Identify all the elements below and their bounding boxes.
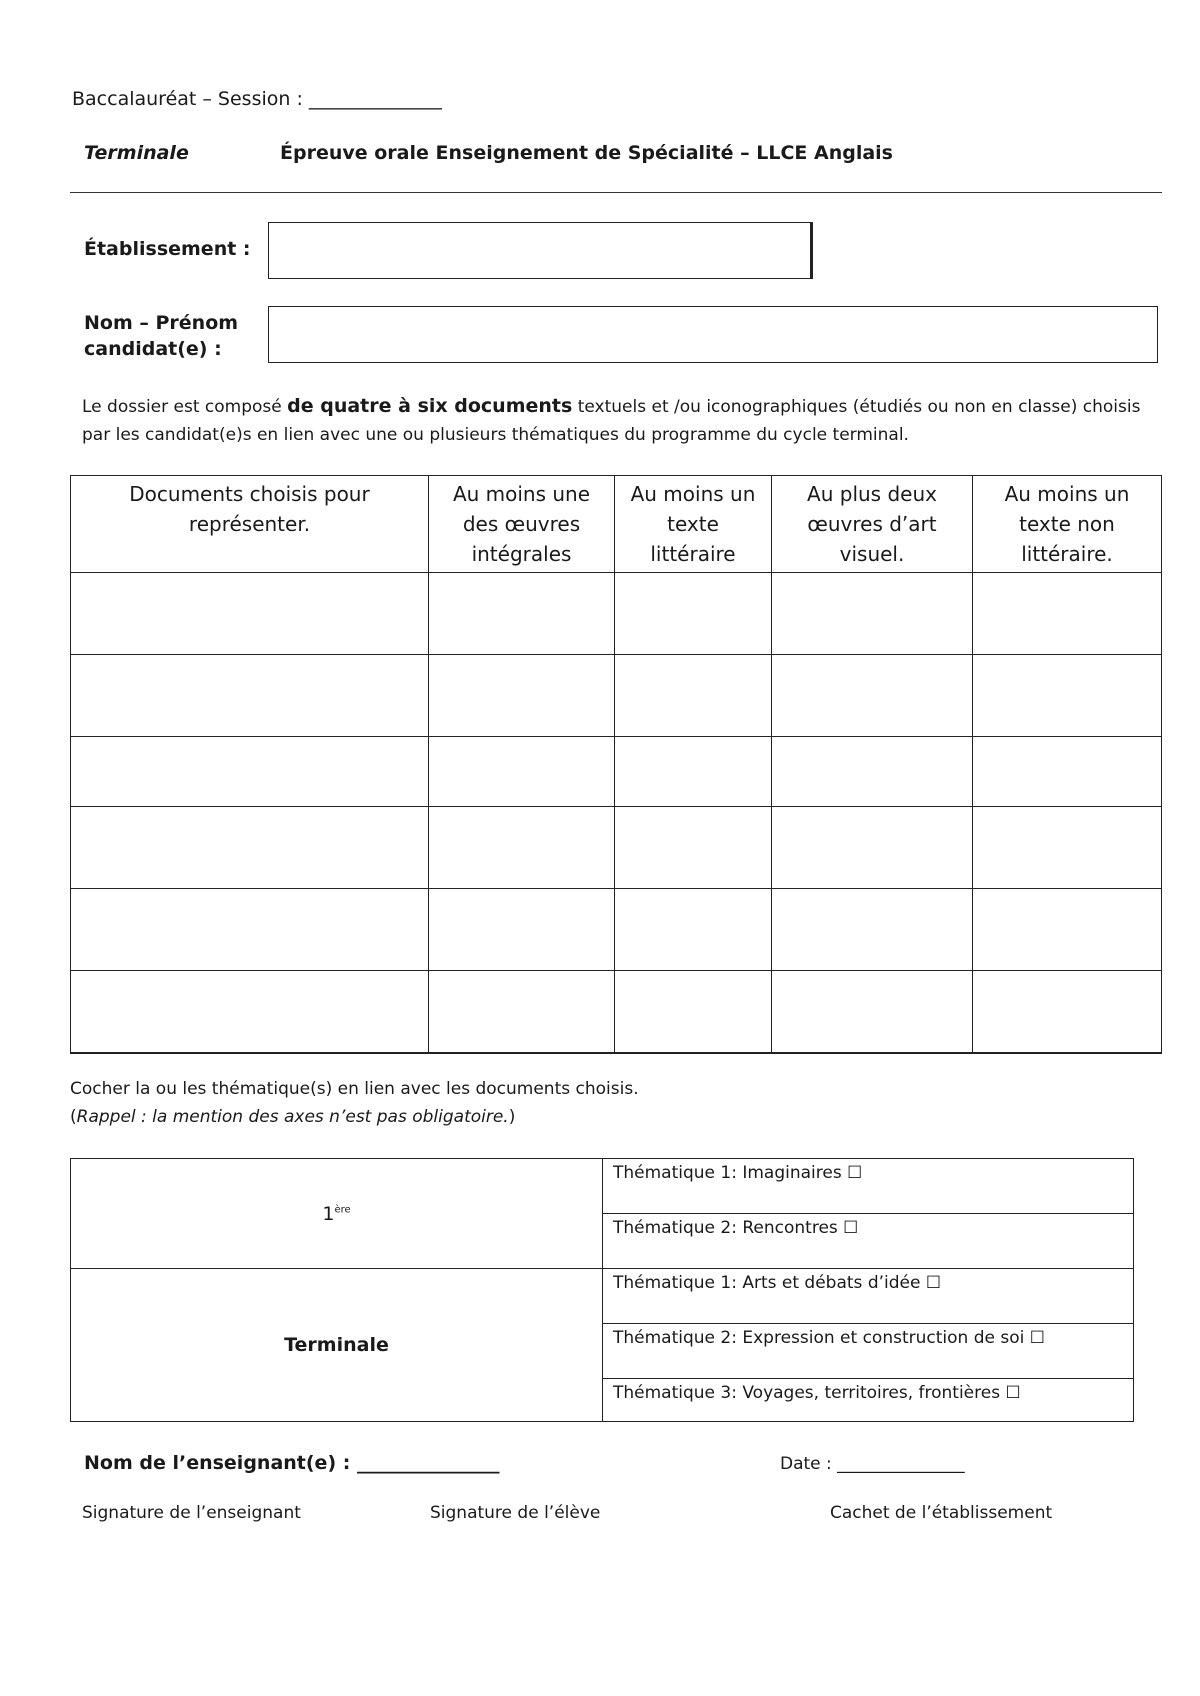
col-header-integral-works-l2: des œuvres xyxy=(462,512,581,536)
col-header-literary-text-l1: Au moins un xyxy=(630,482,756,506)
table-cell[interactable] xyxy=(772,737,973,807)
table-cell[interactable] xyxy=(615,737,772,807)
col-header-documents xyxy=(71,476,429,573)
table-cell[interactable] xyxy=(973,807,1162,889)
intro-text-end: textuels et /ou iconographiques (étudiés ou non en classe) choisis xyxy=(572,397,1141,417)
reminder-open: ( xyxy=(70,1107,77,1127)
table-cell[interactable] xyxy=(772,889,973,971)
table-row xyxy=(71,971,1162,1053)
table-cell[interactable] xyxy=(973,889,1162,971)
reminder-close: ) xyxy=(508,1107,516,1127)
intro-paragraph xyxy=(82,392,1162,449)
col-header-integral-works-l1: Au moins une xyxy=(452,482,591,506)
table-cell[interactable] xyxy=(973,971,1162,1053)
teacher-signature-label: Signature de l’enseignant xyxy=(82,1503,301,1523)
theme-option-premiere-2[interactable]: Thématique 2: Rencontres ☐ xyxy=(603,1214,1134,1269)
table-cell[interactable] xyxy=(615,655,772,737)
terminale-level-cell: Terminale xyxy=(71,1269,603,1422)
themes-table xyxy=(70,1158,1134,1422)
teacher-name-line: Nom de l’enseignant(e) : _______________ xyxy=(84,1452,500,1474)
theme-option-terminale-3[interactable]: Thématique 3: Voyages, territoires, frontières ☐ xyxy=(603,1379,1134,1422)
theme-option-terminale-1[interactable]: Thématique 1: Arts et débats d’idée ☐ xyxy=(603,1269,1134,1324)
table-cell[interactable] xyxy=(429,889,615,971)
student-signature-label: Signature de l’élève xyxy=(430,1503,601,1523)
col-header-literary-text xyxy=(615,476,772,573)
premiere-sup: ère xyxy=(334,1204,351,1216)
candidate-name-label-line1: Nom – Prénom xyxy=(84,312,239,334)
table-cell[interactable] xyxy=(429,971,615,1053)
theme-instructions-line2 xyxy=(70,1103,639,1131)
col-header-literary-text-l2: texte xyxy=(667,512,719,536)
theme-instructions-line1: Cocher la ou les thématique(s) en lien avec les documents choisis. xyxy=(70,1079,639,1099)
table-cell[interactable] xyxy=(71,655,429,737)
col-header-visual-art-l3: visuel. xyxy=(839,542,905,566)
theme-instructions xyxy=(70,1075,639,1131)
table-cell[interactable] xyxy=(772,971,973,1053)
table-row xyxy=(71,573,1162,655)
table-cell[interactable] xyxy=(973,737,1162,807)
session-line: Baccalauréat – Session : ______________ xyxy=(72,88,442,110)
table-cell[interactable] xyxy=(973,655,1162,737)
table-cell[interactable] xyxy=(973,573,1162,655)
table-cell[interactable] xyxy=(71,573,429,655)
col-header-literary-text-l3: littéraire xyxy=(650,542,736,566)
table-cell[interactable] xyxy=(71,737,429,807)
table-row xyxy=(71,807,1162,889)
candidate-name-label xyxy=(84,310,238,362)
table-cell[interactable] xyxy=(429,573,615,655)
documents-table-header xyxy=(71,476,1162,573)
col-header-documents-l2: représenter. xyxy=(188,512,311,536)
table-cell[interactable] xyxy=(615,807,772,889)
date-line: Date : _______________ xyxy=(780,1454,965,1474)
col-header-visual-art-l1: Au plus deux xyxy=(807,482,937,506)
premiere-row-1 xyxy=(71,1159,1134,1214)
col-header-non-literary-text-l2: texte non xyxy=(1019,512,1115,536)
table-cell[interactable] xyxy=(71,971,429,1053)
col-header-integral-works xyxy=(429,476,615,573)
candidate-name-label-line2: candidat(e) : xyxy=(84,338,222,360)
reminder-text: Rappel : la mention des axes n’est pas obligatoire. xyxy=(76,1107,509,1127)
table-cell[interactable] xyxy=(429,807,615,889)
intro-line1 xyxy=(82,392,1162,421)
col-header-non-literary-text-l3: littéraire. xyxy=(1021,542,1113,566)
exam-title: Épreuve orale Enseignement de Spécialité – LLCE Anglais xyxy=(280,142,893,164)
establishment-stamp-label: Cachet de l’établissement xyxy=(830,1503,1053,1523)
table-cell[interactable] xyxy=(772,655,973,737)
premiere-label: 1 xyxy=(322,1202,335,1225)
col-header-documents-l1: Documents choisis pour xyxy=(129,482,370,506)
table-row xyxy=(71,655,1162,737)
intro-bold: de quatre à six documents xyxy=(287,395,573,417)
level-label: Terminale xyxy=(84,142,189,164)
col-header-non-literary-text xyxy=(973,476,1162,573)
table-cell[interactable] xyxy=(615,889,772,971)
col-header-integral-works-l3: intégrales xyxy=(471,542,572,566)
intro-text-start: Le dossier est composé xyxy=(82,397,288,417)
theme-option-premiere-1[interactable]: Thématique 1: Imaginaires ☐ xyxy=(603,1159,1134,1214)
table-cell[interactable] xyxy=(772,807,973,889)
candidate-name-field[interactable] xyxy=(268,306,1158,363)
terminale-row-1 xyxy=(71,1269,1134,1324)
col-header-visual-art-l2: œuvres d’art xyxy=(807,512,937,536)
header-divider xyxy=(70,192,1162,193)
table-row xyxy=(71,737,1162,807)
col-header-visual-art xyxy=(772,476,973,573)
table-cell[interactable] xyxy=(71,807,429,889)
theme-option-terminale-2[interactable]: Thématique 2: Expression et construction de soi ☐ xyxy=(603,1324,1134,1379)
table-cell[interactable] xyxy=(429,655,615,737)
table-cell[interactable] xyxy=(429,737,615,807)
establishment-field[interactable] xyxy=(268,222,813,279)
col-header-non-literary-text-l1: Au moins un xyxy=(1004,482,1130,506)
table-cell[interactable] xyxy=(772,573,973,655)
documents-table xyxy=(70,475,1162,1054)
premiere-level-cell xyxy=(71,1159,603,1269)
intro-line2: par les candidat(e)s en lien avec une ou plusieurs thématiques du programme du cycle terminal. xyxy=(82,425,909,445)
establishment-label: Établissement : xyxy=(84,238,251,260)
table-cell[interactable] xyxy=(615,573,772,655)
table-cell[interactable] xyxy=(71,889,429,971)
table-cell[interactable] xyxy=(615,971,772,1053)
table-row xyxy=(71,889,1162,971)
